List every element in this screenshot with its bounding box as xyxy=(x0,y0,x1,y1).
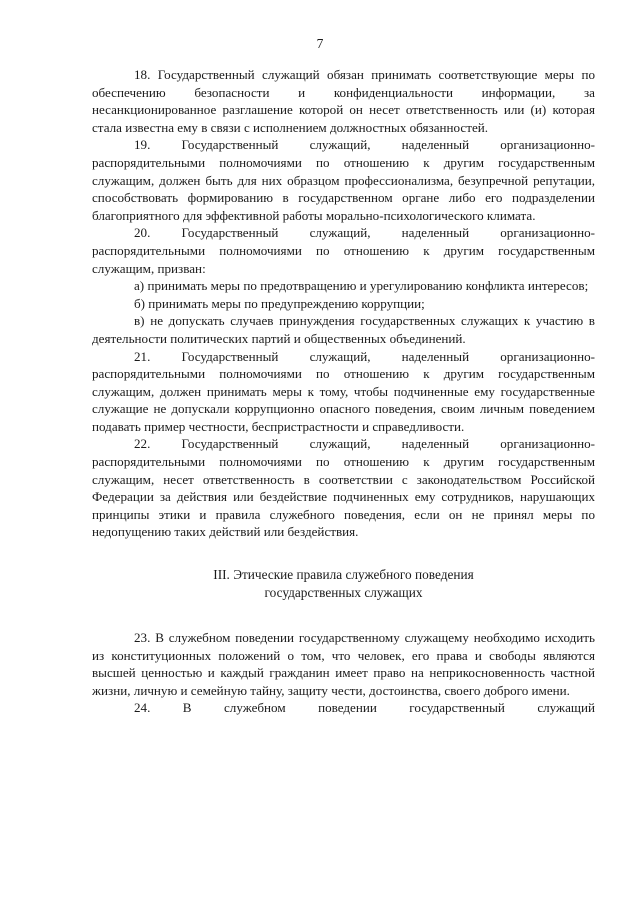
paragraph-19: 19. Государственный служащий, наделенный организационно-распорядительными полномочиями по отношению к другим государственным служащим, должен быть для них образцом профессионализма, безупречной репутации, способствовать формированию в государственном органе либо его подразделении благоприятного для эффективной работы морально-психологического климата. xyxy=(92,137,595,223)
paragraph-20: 20. Государственный служащий, наделенный организационно-распорядительными полномочиями по отношению к другим государственным служащим, призван: xyxy=(92,225,595,276)
paragraph-18: 18. Государственный служащий обязан принимать соответствующие меры по обеспечению безопасности и конфиденциальности информации, за несанкционированное разглашение которой он несет ответственность или (и) которая стала известна ему в связи с исполнением должностных обязанностей. xyxy=(92,67,595,135)
paragraph-20-v: в) не допускать случаев принуждения государственных служащих к участию в деятельности политических партий и общественных объединений. xyxy=(92,313,595,346)
document-body xyxy=(92,66,595,717)
paragraph-21: 21. Государственный служащий, наделенный организационно-распорядительными полномочиями по отношению к другим государственным служащим, должен принимать меры к тому, чтобы подчиненные ему государственные служащие не допускали коррупционно опасного поведения, своим личным поведением подавать пример честности, беспристрастности и справедливости. xyxy=(92,348,595,434)
section-heading-line-2: государственных служащих xyxy=(264,585,423,601)
paragraph-20-a: а) принимать меры по предотвращению и урегулированию конфликта интересов; xyxy=(134,278,589,294)
paragraph-24: 24. В служебном поведении государственный служащий xyxy=(134,700,595,716)
paragraph-22: 22. Государственный служащий, наделенный организационно-распорядительными полномочиями по отношению к другим государственным служащим, несет ответственность в соответствии с законодательством Российской Федерации за действия или бездействие подчиненных ему сотрудников, нарушающих принципы этики и правила служебного поведения, если он не принял меры по недопущению таких действий или бездействия. xyxy=(92,436,595,540)
page-number: 7 xyxy=(316,36,324,51)
section-heading xyxy=(92,566,595,602)
paragraph-23: 23. В служебном поведении государственному служащему необходимо исходить из конституционных положений о том, что человек, его права и свободы являются высшей ценностью и каждый гражданин имеет право на неприкосновенность частной жизни, личную и семейную тайну, защиту чести, достоинства, своего доброго имени. xyxy=(92,630,595,698)
section-heading-line-1: III. Этические правила служебного поведения xyxy=(213,567,474,583)
paragraph-20-b: б) принимать меры по предупреждению коррупции; xyxy=(134,295,425,311)
